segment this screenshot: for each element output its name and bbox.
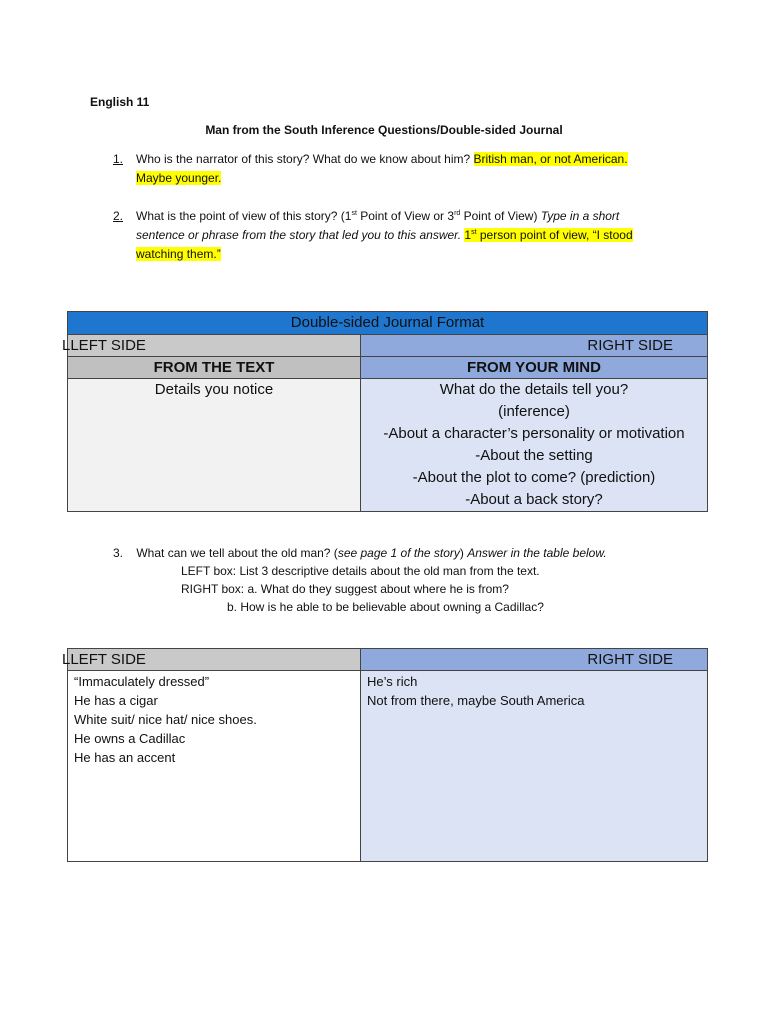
- journal-format-table: [62, 311, 708, 512]
- right-side-label: RIGHT SIDE: [361, 335, 708, 357]
- list-item: Not from there, maybe South America: [367, 693, 585, 708]
- left-detail-cell: Details you notice: [68, 379, 361, 512]
- list-item: “Immaculately dressed”: [74, 674, 210, 689]
- left-answer-cell[interactable]: [68, 671, 361, 862]
- from-your-mind-header: FROM YOUR MIND: [361, 357, 708, 379]
- left-side-label: LLEFT SIDE: [68, 335, 361, 357]
- highlighted-answer: 1st person point of view, “I stood: [464, 228, 633, 242]
- instruction-line: b. How is he able to be believable about owning a Cadillac?: [227, 600, 544, 614]
- list-item: White suit/ nice hat/ nice shoes.: [74, 712, 257, 727]
- highlighted-answer: watching them.”: [136, 247, 221, 261]
- highlighted-answer: British man, or not American.: [473, 152, 628, 166]
- detail-line: -About a character’s personality or motivation: [383, 425, 685, 442]
- highlighted-answer: Maybe younger.: [136, 171, 222, 185]
- question-text: 3. What can we tell about the old man? (see page 1 of the story) Answer in the table below.: [113, 546, 607, 560]
- instruction-line: LEFT box: List 3 descriptive details about the old man from the text.: [181, 564, 540, 578]
- detail-line: (inference): [498, 403, 570, 420]
- right-answer-cell[interactable]: [361, 671, 708, 862]
- list-item: He’s rich: [367, 674, 418, 689]
- journal-format-header: Double-sided Journal Format: [68, 312, 708, 335]
- question-text: What is the point of view of this story? (1st Point of View or 3rd Point of View) Type in a short sentence or phrase from the story that led you to this answer. 1st person point of view, “I stood watching them.”: [136, 209, 633, 261]
- document-title: Man from the South Inference Questions/Double-sided Journal: [205, 123, 563, 137]
- detail-line: What do the details tell you?: [439, 381, 629, 398]
- instruction-line: RIGHT box: a. What do they suggest about where he is from?: [181, 582, 509, 596]
- question-number: 1.: [113, 152, 124, 166]
- question-2: [113, 207, 673, 264]
- detail-line: -About a back story?: [465, 491, 603, 508]
- answer-table: [62, 648, 708, 862]
- right-detail-cell: [361, 379, 708, 512]
- detail-line: -About the plot to come? (prediction): [412, 469, 656, 486]
- question-3: [113, 544, 607, 616]
- detail-line: -About the setting: [475, 447, 593, 464]
- course-name: English 11: [90, 95, 150, 109]
- left-side-label: LLEFT SIDE: [68, 649, 361, 671]
- list-item: He has a cigar: [74, 693, 158, 708]
- question-number: 2.: [113, 209, 124, 223]
- from-the-text-header: FROM THE TEXT: [68, 357, 361, 379]
- right-side-label: RIGHT SIDE: [361, 649, 708, 671]
- list-item: He has an accent: [74, 750, 176, 765]
- list-item: He owns a Cadillac: [74, 731, 186, 746]
- question-1: [113, 150, 673, 188]
- question-text: Who is the narrator of this story? What do we know about him? British man, or not American. Maybe younger.: [136, 152, 628, 185]
